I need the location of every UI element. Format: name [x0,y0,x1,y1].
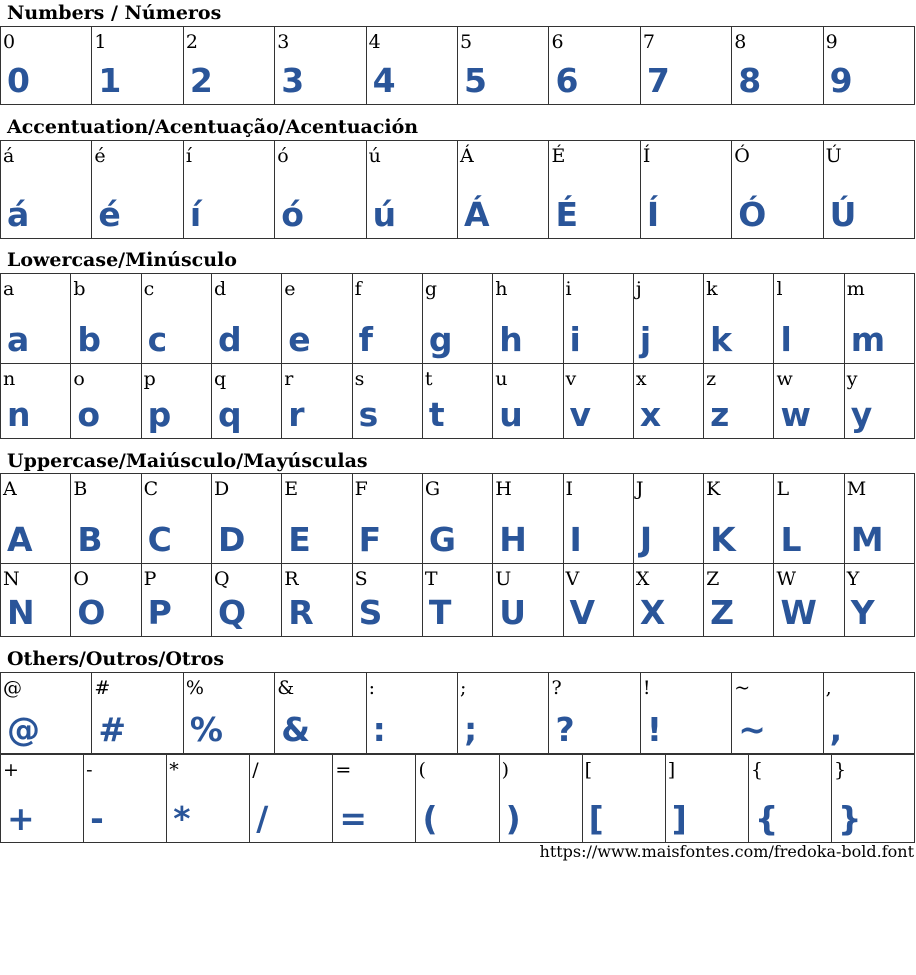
font-glyph-sample: = [339,799,368,838]
character-label: D [213,478,230,500]
character-label: e [284,278,296,300]
glyph-cell [353,364,423,439]
font-glyph-sample: 6 [555,61,579,100]
font-glyph-sample: S [358,593,383,632]
font-glyph-sample: B [77,520,103,559]
font-glyph-sample: q [217,395,242,434]
glyph-cell [824,27,915,105]
character-label: É [551,145,566,167]
glyph-cell [212,364,282,439]
font-glyph-sample: r [288,395,305,434]
font-glyph-sample: k [710,320,733,359]
font-glyph-sample: - [90,799,104,838]
character-label: Á [460,145,474,167]
glyph-cell [71,474,141,564]
glyph-row [0,140,915,239]
character-label: ; [460,677,467,699]
glyph-row [0,473,915,564]
glyph-cell [704,364,774,439]
glyph-cell [549,27,640,105]
character-label: L [776,478,790,500]
font-glyph-sample: 0 [7,61,30,100]
character-label: a [3,278,15,300]
font-glyph-sample: a [7,320,30,359]
glyph-cell [634,474,704,564]
font-glyph-sample: 8 [738,61,762,100]
character-label: p [143,368,156,390]
glyph-cell [1,274,71,364]
glyph-cell [845,564,915,637]
glyph-cell [423,564,493,637]
font-glyph-sample: g [428,320,453,359]
character-label: # [94,677,111,699]
font-glyph-sample: d [217,320,242,359]
font-glyph-sample: O [77,593,106,632]
font-glyph-sample: z [710,395,730,434]
glyph-cell [353,564,423,637]
glyph-cell [774,564,844,637]
glyph-cell [666,755,749,843]
font-glyph-sample: G [428,520,456,559]
character-label: h [495,278,508,300]
glyph-cell [564,274,634,364]
glyph-cell [634,364,704,439]
glyph-cell [832,755,915,843]
glyph-cell [423,274,493,364]
font-glyph-sample: K [710,520,736,559]
font-glyph-sample: H [499,520,527,559]
font-glyph-sample: N [7,593,35,632]
character-label: 3 [277,31,290,53]
character-label: x [635,368,647,390]
font-glyph-sample: W [780,593,817,632]
character-label: H [495,478,512,500]
source-url[interactable]: https://www.maisfontes.com/fredoka-bold.font [539,842,914,861]
character-label: ~ [734,677,751,699]
character-label: c [143,278,155,300]
font-glyph-sample: T [428,593,452,632]
glyph-cell [92,673,183,754]
character-label: B [73,478,88,500]
glyph-cell [774,364,844,439]
character-label: Ó [734,145,750,167]
font-glyph-sample: Í [646,195,660,234]
font-glyph-sample: ) [505,799,521,838]
glyph-cell [167,755,250,843]
section-title: Numbers / Números [7,2,222,24]
character-label: P [143,568,157,590]
character-label: u [495,368,508,390]
font-glyph-sample: í [189,195,202,234]
character-label: í [185,145,192,167]
glyph-cell [564,474,634,564]
section-title: Accentuation/Acentuação/Acentuación [7,116,419,138]
glyph-cell [704,474,774,564]
character-label: , [825,677,832,699]
glyph-cell [416,755,499,843]
font-glyph-sample: P [147,593,172,632]
glyph-cell [1,755,84,843]
glyph-cell [564,564,634,637]
font-glyph-sample: { [754,799,779,838]
character-label: X [635,568,650,590]
font-glyph-sample: á [7,195,30,234]
character-label: M [846,478,867,500]
character-label: á [3,145,15,167]
font-glyph-sample: s [358,395,379,434]
font-glyph-sample: f [358,320,373,359]
glyph-cell [458,141,549,239]
glyph-cell [367,27,458,105]
character-label: F [354,478,368,500]
character-label: d [213,278,227,300]
character-label: s [354,368,365,390]
character-label: Í [642,145,651,167]
font-glyph-sample: & [281,710,310,749]
font-glyph-sample: ! [646,710,662,749]
character-label: ú [368,145,381,167]
font-glyph-sample: R [288,593,314,632]
font-glyph-sample: e [288,320,311,359]
font-glyph-sample: ] [671,799,687,838]
font-glyph-sample: o [77,395,100,434]
glyph-cell [423,364,493,439]
font-glyph-sample: Á [464,195,490,234]
character-label: R [284,568,299,590]
font-glyph-sample: ; [464,710,478,749]
glyph-cell [583,755,666,843]
glyph-cell [458,673,549,754]
glyph-cell [367,141,458,239]
font-glyph-sample: @ [7,710,40,749]
character-label: 8 [734,31,747,53]
glyph-cell [282,474,352,564]
glyph-cell [282,564,352,637]
font-glyph-sample: V [569,593,596,632]
glyph-cell [704,274,774,364]
glyph-cell [184,27,275,105]
character-label: y [846,368,858,390]
font-glyph-sample: Z [710,593,735,632]
character-label: E [284,478,299,500]
font-glyph-sample: É [555,195,578,234]
font-glyph-sample: 4 [372,61,396,100]
glyph-cell [774,474,844,564]
glyph-cell [333,755,416,843]
character-label: S [354,568,368,590]
glyph-cell [845,274,915,364]
glyph-cell [749,755,832,843]
glyph-cell [845,474,915,564]
glyph-cell [423,474,493,564]
font-glyph-sample: Y [850,593,875,632]
glyph-cell [732,141,823,239]
glyph-cell [92,141,183,239]
font-glyph-sample: ú [372,195,397,234]
character-label: * [169,759,179,781]
glyph-cell [282,364,352,439]
glyph-cell [275,673,366,754]
glyph-cell [1,564,71,637]
character-label: 1 [94,31,107,53]
glyph-cell [1,673,92,754]
character-label: % [185,677,204,699]
glyph-cell [71,564,141,637]
character-label: o [73,368,85,390]
font-glyph-sample: I [569,520,582,559]
font-glyph-sample: é [98,195,121,234]
glyph-cell [212,564,282,637]
character-label: } [833,759,847,781]
font-glyph-sample: * [173,799,191,838]
character-label: b [73,278,86,300]
font-glyph-sample: + [7,799,35,838]
glyph-cell [275,141,366,239]
character-label: Y [846,568,860,590]
font-glyph-sample: n [7,395,31,434]
glyph-cell [212,474,282,564]
character-label: ( [418,759,426,781]
font-glyph-sample: F [358,520,382,559]
character-label: Ú [825,145,842,167]
glyph-cell [1,474,71,564]
glyph-cell [493,364,563,439]
font-glyph-sample: L [780,520,802,559]
section-title: Lowercase/Minúsculo [7,249,237,271]
section-title: Uppercase/Maiúsculo/Mayúsculas [7,450,368,472]
font-glyph-sample: ~ [738,710,766,749]
glyph-cell [353,274,423,364]
character-label: l [776,278,783,300]
glyph-cell [493,474,563,564]
font-glyph-sample: v [569,395,592,434]
font-glyph-sample: A [7,520,33,559]
character-label: - [86,759,93,781]
font-glyph-sample: E [288,520,311,559]
character-label: W [776,568,796,590]
font-glyph-sample: # [98,710,127,749]
glyph-cell [641,141,732,239]
font-glyph-sample: Ó [738,195,767,234]
glyph-cell [282,274,352,364]
character-label: C [143,478,159,500]
font-glyph-sample: Q [217,593,246,632]
glyph-cell [1,141,92,239]
glyph-cell [458,27,549,105]
glyph-cell [634,274,704,364]
font-glyph-sample: : [372,710,386,749]
glyph-cell [500,755,583,843]
glyph-cell [634,564,704,637]
character-label: V [565,568,580,590]
glyph-cell [549,141,640,239]
font-glyph-sample: / [256,799,269,838]
character-label: w [776,368,793,390]
glyph-cell [641,673,732,754]
glyph-cell [824,141,915,239]
character-label: j [635,278,642,300]
character-label: 6 [551,31,564,53]
character-label: g [424,278,438,300]
character-label: { [750,759,763,781]
glyph-row [0,754,915,843]
character-label: & [277,677,295,699]
font-glyph-sample: w [780,395,811,434]
glyph-row [0,672,915,754]
character-label: 5 [460,31,473,53]
glyph-cell [824,673,915,754]
font-glyph-sample: 2 [189,61,213,100]
font-glyph-sample: U [499,593,526,632]
glyph-cell [275,27,366,105]
character-label: + [3,759,19,781]
glyph-cell [1,27,92,105]
character-label: k [706,278,718,300]
font-glyph-sample: % [189,710,223,749]
font-glyph-sample: p [147,395,172,434]
font-glyph-sample: 1 [98,61,122,100]
glyph-cell [493,564,563,637]
glyph-cell [845,364,915,439]
font-glyph-sample: J [639,520,653,559]
character-label: z [706,368,717,390]
glyph-cell [732,673,823,754]
glyph-cell [367,673,458,754]
font-glyph-sample: X [639,593,666,632]
font-glyph-sample: ( [422,799,438,838]
font-glyph-sample: M [850,520,884,559]
character-label: 9 [825,31,838,53]
glyph-cell [1,364,71,439]
font-glyph-sample: c [147,320,168,359]
glyph-cell [84,755,167,843]
character-label: I [565,478,574,500]
glyph-cell [732,27,823,105]
glyph-cell [250,755,333,843]
character-label: i [565,278,572,300]
font-glyph-sample: } [837,799,862,838]
glyph-cell [142,474,212,564]
font-glyph-sample: ? [555,710,575,749]
character-label: é [94,145,106,167]
character-label: = [335,759,352,781]
character-label: 4 [368,31,381,53]
font-glyph-sample: C [147,520,172,559]
character-label: : [368,677,376,699]
character-label: J [635,478,644,500]
font-glyph-sample: b [77,320,101,359]
glyph-row [0,26,915,105]
font-glyph-sample: m [850,320,886,359]
glyph-row [0,273,915,364]
font-glyph-sample: i [569,320,581,359]
character-label: G [424,478,441,500]
glyph-row [0,363,915,439]
character-label: 2 [185,31,198,53]
glyph-cell [353,474,423,564]
character-label: r [284,368,294,390]
character-label: A [3,478,17,500]
character-label: q [213,368,227,390]
glyph-cell [142,274,212,364]
character-label: ] [667,759,676,781]
glyph-cell [142,564,212,637]
font-glyph-sample: j [639,320,652,359]
glyph-cell [92,27,183,105]
font-glyph-sample: 5 [464,61,487,100]
font-glyph-sample: 3 [281,61,305,100]
character-label: n [3,368,16,390]
character-label: Q [213,568,230,590]
character-label: @ [3,677,22,699]
character-label: U [495,568,512,590]
glyph-cell [71,364,141,439]
font-glyph-sample: D [217,520,246,559]
font-glyph-sample: u [499,395,523,434]
character-label: v [565,368,577,390]
character-label: N [3,568,20,590]
glyph-cell [212,274,282,364]
character-label: f [354,278,362,300]
font-glyph-sample: [ [588,799,604,838]
section-title: Others/Outros/Otros [7,648,225,670]
glyph-cell [704,564,774,637]
character-label: K [706,478,721,500]
character-label: 0 [3,31,16,53]
font-glyph-sample: l [780,320,792,359]
character-label: ó [277,145,289,167]
font-glyph-sample: h [499,320,523,359]
glyph-cell [774,274,844,364]
glyph-cell [564,364,634,439]
glyph-cell [641,27,732,105]
character-label: [ [584,759,593,781]
font-glyph-sample: 9 [829,61,853,100]
glyph-cell [184,141,275,239]
character-label: m [846,278,865,300]
glyph-cell [549,673,640,754]
font-glyph-sample: x [639,395,662,434]
font-glyph-sample: ó [281,195,304,234]
font-glyph-sample: , [829,710,843,749]
glyph-cell [71,274,141,364]
character-label: / [252,759,259,781]
character-label: ? [551,677,562,699]
character-label: t [424,368,433,390]
character-label: ) [501,759,509,781]
character-label: O [73,568,89,590]
glyph-cell [493,274,563,364]
character-label: ! [642,677,651,699]
character-label: T [424,568,438,590]
glyph-cell [142,364,212,439]
font-glyph-sample: Ú [829,195,857,234]
glyph-cell [184,673,275,754]
font-glyph-sample: 7 [646,61,670,100]
glyph-row [0,563,915,637]
font-glyph-sample: y [850,395,873,434]
character-label: 7 [642,31,655,53]
font-glyph-sample: t [428,395,445,434]
character-label: Z [706,568,720,590]
